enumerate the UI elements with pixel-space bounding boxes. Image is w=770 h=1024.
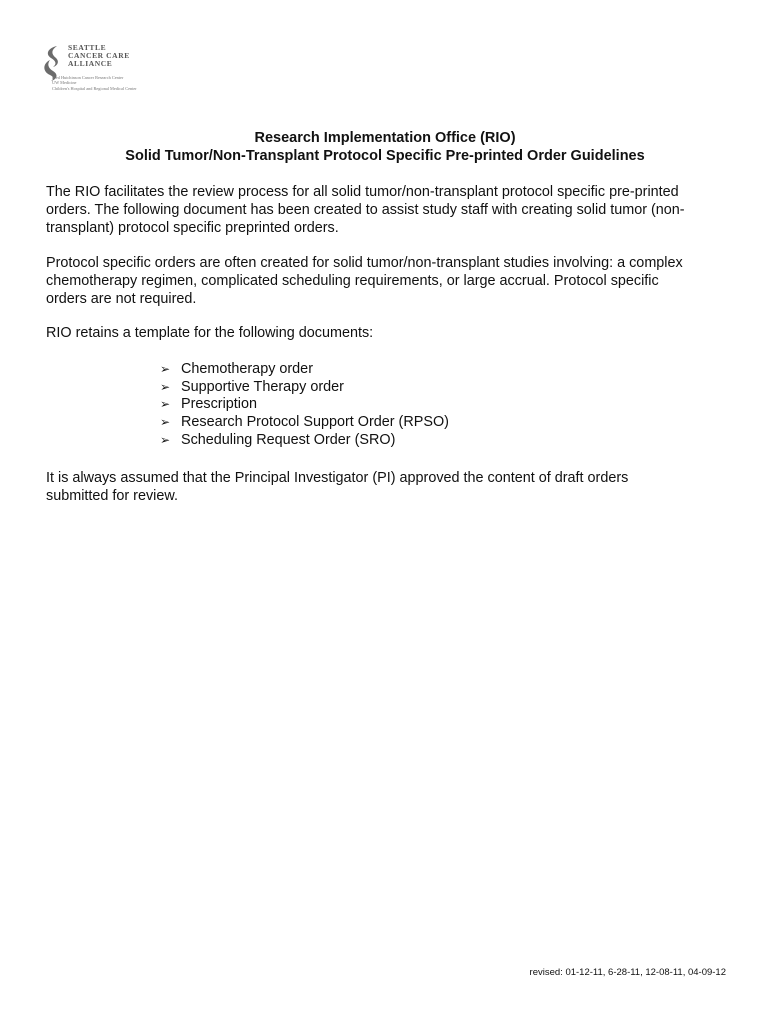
list-item xyxy=(160,414,449,432)
revision-dates: revised: 01-12-11, 6-28-11, 12-08-11, 04-09-12 xyxy=(529,967,726,978)
text-line: orders. The following document has been created to assist study staff with creating solid tumor (non- xyxy=(46,202,685,218)
text-line: It is always assumed that the Principal Investigator (PI) approved the content of draft orders xyxy=(46,470,629,486)
arrow-bullet-icon: ➢ xyxy=(160,432,171,447)
document-subtitle: Solid Tumor/Non-Transplant Protocol Specific Pre-printed Order Guidelines xyxy=(125,148,645,164)
logo-partner-line: UW Medicine xyxy=(52,80,77,86)
list-item-label: Research Protocol Support Order (RPSO) xyxy=(181,414,449,431)
list-item xyxy=(160,379,449,397)
logo-partner-line: Children's Hospital and Regional Medical Center xyxy=(52,85,137,91)
text-line: orders are not required. xyxy=(46,291,197,307)
list-item-label: Scheduling Request Order (SRO) xyxy=(181,431,396,448)
logo-name xyxy=(68,44,130,69)
text-line: The RIO facilitates the review process for all solid tumor/non-transplant protocol specific pre-printed xyxy=(46,184,679,200)
text-line: RIO retains a template for the following documents: xyxy=(46,325,374,341)
arrow-bullet-icon: ➢ xyxy=(160,415,171,430)
text-line: Protocol specific orders are often created for solid tumor/non-transplant studies involving: a complex xyxy=(46,255,683,271)
text-line: chemotherapy regimen, complicated scheduling requirements, or large accrual. Protocol specific xyxy=(46,273,659,289)
logo-partners xyxy=(52,75,137,91)
logo-name-line: CANCER CARE xyxy=(68,51,130,61)
arrow-bullet-icon: ➢ xyxy=(160,362,171,376)
templates-intro-paragraph xyxy=(46,324,736,342)
closing-paragraph xyxy=(46,469,736,505)
list-item xyxy=(160,396,449,414)
arrow-bullet-icon: ➢ xyxy=(160,379,171,394)
usage-paragraph xyxy=(46,254,736,308)
document-title: Research Implementation Office (RIO) xyxy=(254,130,516,146)
list-item-label: Supportive Therapy order xyxy=(181,378,344,395)
arrow-bullet-icon: ➢ xyxy=(160,397,171,412)
logo-name-line: SEATTLE xyxy=(68,43,107,52)
list-item xyxy=(160,432,449,450)
text-line: submitted for review. xyxy=(46,488,178,504)
list-item-label: Prescription xyxy=(181,396,257,413)
seattle-cancer-care-alliance-logo xyxy=(40,42,180,98)
logo-name-line: ALLIANCE xyxy=(68,59,113,69)
intro-paragraph xyxy=(46,183,736,237)
template-document-list xyxy=(160,361,449,450)
list-item-label: Chemotherapy order xyxy=(181,361,313,377)
text-line: transplant) protocol specific preprinted orders. xyxy=(46,220,339,236)
list-item xyxy=(160,361,449,379)
logo-partner-line: Fred Hutchinson Cancer Research Center xyxy=(52,75,124,80)
